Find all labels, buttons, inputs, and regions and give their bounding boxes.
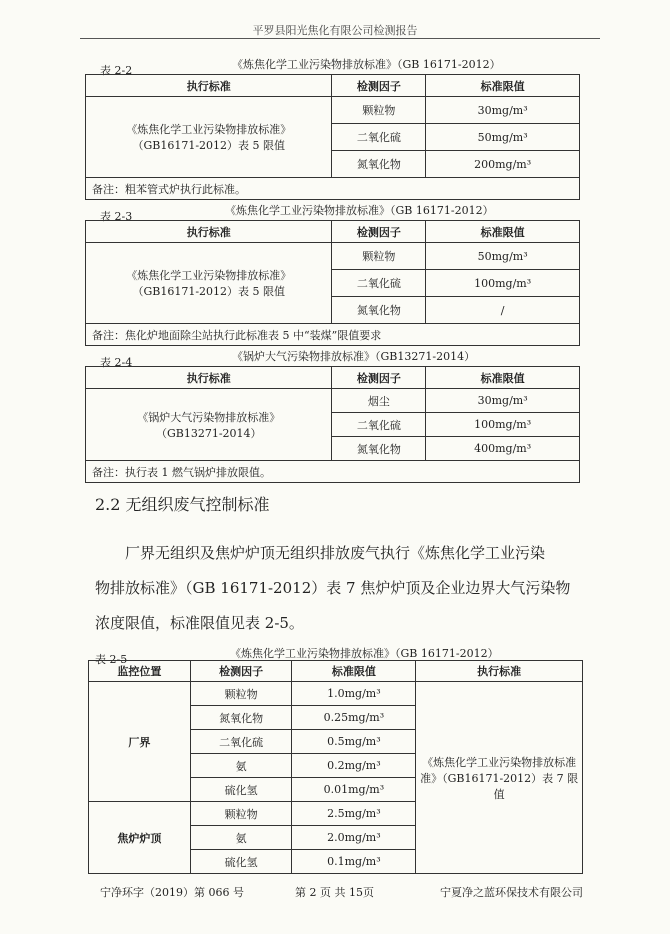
header-standard: 执行标准: [86, 221, 332, 243]
header-factor: 检测因子: [190, 661, 292, 682]
page-header: 平罗县阳光焦化有限公司检测报告: [252, 24, 418, 37]
header-limit: 标准限值: [426, 367, 580, 389]
table-2-3-label: 表 2-3: [100, 210, 133, 223]
standard-cell: [86, 243, 332, 324]
section-paragraph: [95, 536, 595, 641]
factor-cell: 氮氧化物: [332, 437, 426, 461]
section-heading: 2.2 无组织废气控制标准: [95, 495, 270, 514]
table-note: 备注：焦化炉地面除尘站执行此标准表 5 中“装煤”限值要求: [86, 324, 580, 346]
limit-cell: 1.0mg/m³: [292, 682, 416, 706]
standard-line-2: 准》（GB16171-2012）表 7 限值: [420, 771, 579, 801]
factor-cell: 烟尘: [332, 389, 426, 413]
table-2-2-label: 表 2-2: [100, 64, 133, 77]
standard-line-1: 《锅炉大气污染物排放标准》: [137, 410, 281, 424]
table-2-4-title: 《锅炉大气污染物排放标准》（GB13271-2014）: [232, 350, 476, 363]
header-factor: 检测因子: [332, 75, 426, 97]
limit-cell: 0.2mg/m³: [292, 754, 416, 778]
standard-line-1: 《炼焦化学工业污染物排放标准》: [126, 269, 292, 282]
limit-cell: 50mg/m³: [426, 243, 580, 270]
table-2-2-title: 《炼焦化学工业污染物排放标准》（GB 16171-2012）: [232, 58, 501, 71]
paragraph-line-2: 物排放标准》（GB 16171-2012）表 7 焦炉炉顶及企业边界大气污染物: [95, 579, 571, 597]
limit-cell: /: [426, 297, 580, 324]
factor-cell: 二氧化硫: [332, 413, 426, 437]
header-standard: 执行标准: [86, 367, 332, 389]
header-location: 监控位置: [89, 661, 191, 682]
factor-cell: 氨: [190, 826, 292, 850]
standard-cell: [416, 682, 583, 874]
factor-cell: 二氧化硫: [332, 124, 426, 151]
limit-cell: 2.0mg/m³: [292, 826, 416, 850]
table-2-5-title: 《炼焦化学工业污染物排放标准》（GB 16171-2012）: [230, 647, 499, 660]
factor-cell: 氮氧化物: [332, 151, 426, 178]
standard-cell: [86, 97, 332, 178]
limit-cell: 2.5mg/m³: [292, 802, 416, 826]
standard-line-1: 《炼焦化学工业污染物排放标准: [422, 755, 577, 769]
header-limit: 标准限值: [426, 221, 580, 243]
paragraph-line-1: 厂界无组织及焦炉炉顶无组织排放废气执行《炼焦化学工业污染: [125, 544, 546, 562]
limit-cell: 0.5mg/m³: [292, 730, 416, 754]
header-divider: [80, 38, 600, 39]
standard-cell: [86, 389, 332, 461]
table-2-3-title: 《炼焦化学工业污染物排放标准》（GB 16171-2012）: [225, 204, 494, 217]
header-standard: 执行标准: [416, 661, 583, 682]
limit-cell: 30mg/m³: [426, 389, 580, 413]
header-factor: 检测因子: [332, 221, 426, 243]
table-note: 备注：粗苯管式炉执行此标准。: [86, 178, 580, 200]
table-2-4: [85, 366, 580, 483]
limit-cell: 50mg/m³: [426, 124, 580, 151]
factor-cell: 二氧化硫: [190, 730, 292, 754]
factor-cell: 氮氧化物: [332, 297, 426, 324]
standard-line-1: 《炼焦化学工业污染物排放标准》: [126, 123, 292, 136]
factor-cell: 颗粒物: [190, 682, 292, 706]
standard-line-2: （GB16171-2012）表 5 限值: [132, 139, 286, 152]
factor-cell: 氮氧化物: [190, 706, 292, 730]
table-note: 备注：执行表 1 燃气锅炉排放限值。: [86, 461, 580, 483]
factor-cell: 颗粒物: [332, 243, 426, 270]
header-limit: 标准限值: [292, 661, 416, 682]
header-standard: 执行标准: [86, 75, 332, 97]
factor-cell: 颗粒物: [332, 97, 426, 124]
standard-line-2: （GB13271-2014）: [155, 426, 262, 440]
location-boundary: 厂界: [89, 682, 191, 802]
table-2-5-label: 表 2-5: [95, 653, 128, 666]
table-2-2: [85, 74, 580, 200]
footer-company: 宁夏净之蓝环保技术有限公司: [440, 886, 583, 899]
factor-cell: 硫化氢: [190, 850, 292, 874]
paragraph-line-3: 浓度限值，标准限值见表 2-5。: [95, 614, 304, 632]
limit-cell: 0.25mg/m³: [292, 706, 416, 730]
limit-cell: 200mg/m³: [426, 151, 580, 178]
limit-cell: 0.1mg/m³: [292, 850, 416, 874]
header-limit: 标准限值: [426, 75, 580, 97]
limit-cell: 100mg/m³: [426, 413, 580, 437]
footer-page-number: 第 2 页 共 15页: [295, 886, 374, 899]
limit-cell: 0.01mg/m³: [292, 778, 416, 802]
factor-cell: 硫化氢: [190, 778, 292, 802]
limit-cell: 400mg/m³: [426, 437, 580, 461]
limit-cell: 30mg/m³: [426, 97, 580, 124]
factor-cell: 二氧化硫: [332, 270, 426, 297]
factor-cell: 颗粒物: [190, 802, 292, 826]
table-2-5: [88, 660, 583, 874]
table-2-3: [85, 220, 580, 346]
limit-cell: 100mg/m³: [426, 270, 580, 297]
factor-cell: 氨: [190, 754, 292, 778]
footer-doc-number: 宁净环字（2019）第 066 号: [100, 886, 244, 899]
location-oven-top: 焦炉炉顶: [89, 802, 191, 874]
header-factor: 检测因子: [332, 367, 426, 389]
table-2-4-label: 表 2-4: [100, 356, 133, 369]
standard-line-2: （GB16171-2012）表 5 限值: [132, 285, 286, 298]
